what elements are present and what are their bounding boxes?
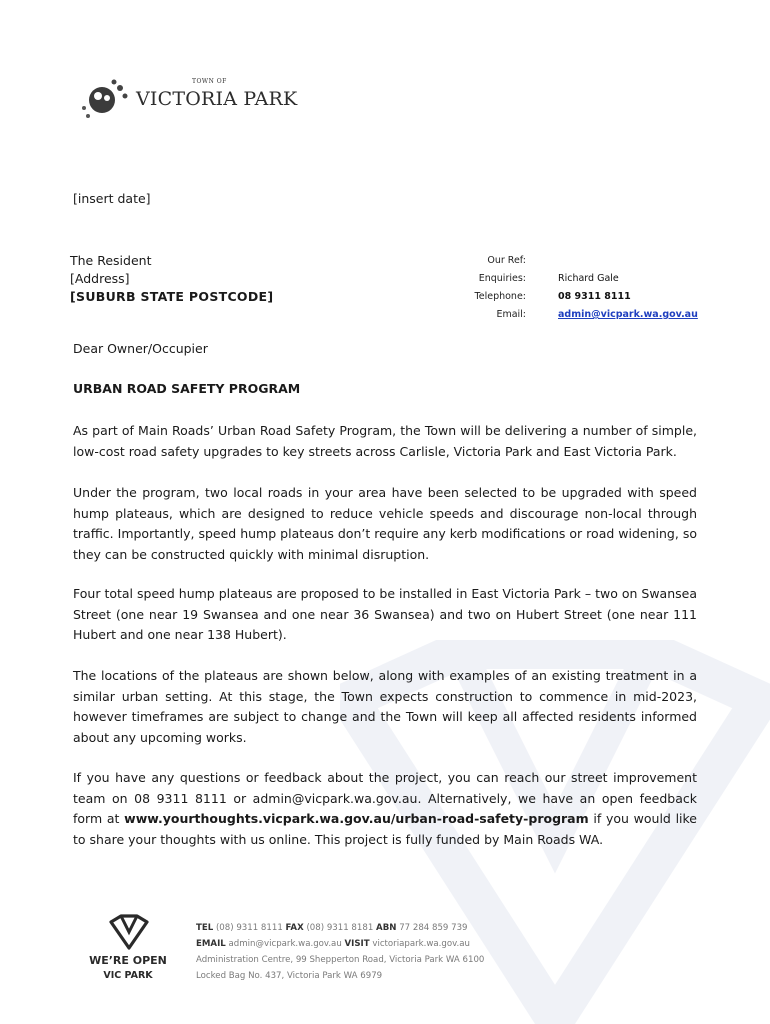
telephone-label: Telephone: xyxy=(474,291,526,302)
footer-line-1 xyxy=(196,920,484,936)
letter-date: [insert date] xyxy=(73,191,151,206)
paragraph-1: As part of Main Roads’ Urban Road Safety Program, the Town will be delivering a number of simple, low-cost road safety upgrades to key streets across Carlisle, Victoria Park and East Victoria Park. xyxy=(73,423,697,459)
town-logo xyxy=(80,76,298,124)
tree-logo-icon xyxy=(80,76,132,124)
salutation: Dear Owner/Occupier xyxy=(73,341,208,356)
letter-heading: URBAN ROAD SAFETY PROGRAM xyxy=(73,381,301,396)
email-link[interactable]: admin@vicpark.wa.gov.au xyxy=(558,309,698,320)
footer-postal: Locked Bag No. 437, Victoria Park WA 6979 xyxy=(196,971,383,981)
feedback-link[interactable]: www.yourthoughts.vicpark.wa.gov.au/urban-road-safety-program xyxy=(124,811,589,826)
footer-logo-line-2: VIC PARK xyxy=(103,970,153,981)
recipient-address xyxy=(70,252,273,306)
paragraph-5 xyxy=(73,768,697,850)
visit-value[interactable]: victoriapark.wa.gov.au xyxy=(372,939,470,949)
email-label: Email: xyxy=(496,309,526,320)
telephone-value: 08 9311 8111 xyxy=(558,291,631,302)
paragraph-3: Four total speed hump plateaus are proposed to be installed in East Victoria Park – two on Swansea Street (one near 19 Swansea and one near 36 Swansea) and two on Hubert Street (one near 111 Hubert and one near 138 Hubert). xyxy=(73,586,697,642)
paragraph-5-start: If you have any questions or feedback about the project, you can reach our street improvement team on 08 9311 8111 or admin@vicpark.wa.gov.au. Alternatively, we have an open feedback form at xyxy=(73,770,697,826)
enquiries-row xyxy=(420,270,698,288)
paragraph-4: The locations of the plateaus are shown below, along with examples of an existing treatment in a similar urban setting. At this stage, the Town expects construction to commence in mid-2023, however timeframes are subject to change and the Town will keep all affected residents informed about any upcoming works. xyxy=(73,668,697,745)
visit-label: VISIT xyxy=(344,939,370,949)
enquiries-value: Richard Gale xyxy=(558,273,619,284)
our-ref-row xyxy=(420,252,698,270)
footer-email-value[interactable]: admin@vicpark.wa.gov.au xyxy=(228,939,342,949)
paragraph-2: Under the program, two local roads in your area have been selected to be upgraded with speed hump plateaus, which are designed to reduce vehicle speeds and discourage non-local through traffic. Importantly, speed hump plateaus don’t require any kerb modifications or road widening, so they can be constructed quickly with minimal disruption. xyxy=(73,485,697,562)
diamond-logo-icon xyxy=(108,914,150,950)
our-ref-label: Our Ref: xyxy=(487,255,526,266)
footer-logo-line-1: WE’RE OPEN xyxy=(89,954,167,967)
footer-line-2 xyxy=(196,936,484,952)
footer-logo xyxy=(76,914,180,986)
recipient-line-2: [Address] xyxy=(70,271,130,286)
footer-address: Administration Centre, 99 Shepperton Road, Victoria Park WA 6100 xyxy=(196,955,485,965)
footer-contact xyxy=(196,920,484,984)
logo-town-of: TOWN OF xyxy=(192,78,227,85)
email-row xyxy=(420,306,698,324)
logo-victoria-park: VICTORIA PARK xyxy=(136,88,298,110)
recipient-line-3: [SUBURB STATE POSTCODE] xyxy=(70,289,274,304)
fax-label: FAX xyxy=(285,923,304,933)
abn-label: ABN xyxy=(376,923,397,933)
tel-value: (08) 9311 8111 xyxy=(215,923,283,933)
fax-value: (08) 9311 8181 xyxy=(306,923,374,933)
enquiries-label: Enquiries: xyxy=(478,273,526,284)
recipient-line-1: The Resident xyxy=(70,253,152,268)
reference-block xyxy=(420,252,698,324)
telephone-row xyxy=(420,288,698,306)
abn-value: 77 284 859 739 xyxy=(399,923,468,933)
footer-email-label: EMAIL xyxy=(196,939,226,949)
tel-label: TEL xyxy=(196,923,214,933)
paragraph-5-end: if you would like to share your thoughts with us online. This project is fully funded by Main Roads WA. xyxy=(73,811,698,847)
